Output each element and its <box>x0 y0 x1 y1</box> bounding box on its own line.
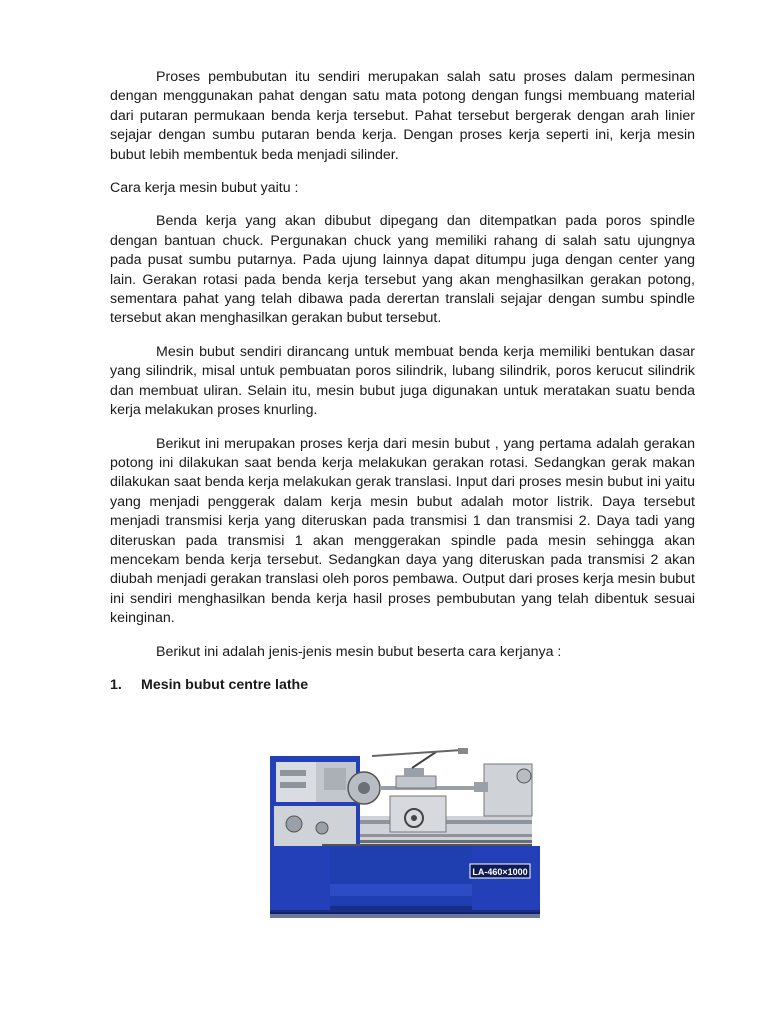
paragraph-proses-kerja: Berikut ini merupakan proses kerja dari mesin bubut , yang pertama adalah gerakan potong ini dilakukan saat benda kerja melakukan gerakan rotasi. Sedangkan gerak makan dilakukan saat benda kerja melakukan gerak translasi. Input dari proses mesin bubut ini yaitu yang menjadi penggerak dalam kerja mesin bubut adalah motor listrik. Daya tersebut menjadi transmisi kerja yang diteruskan pada transmisi 1 dan transmisi 2. Daya tadi yang diteruskan pada transmisi 1 akan menggerakan spindle pada mesin sehingga akan mencekam benda kerja tersebut. Sedangkan daya yang diteruskan pada transmisi 2 akan diubah menjadi gerakan translasi oleh poros pembawa. Output dari proses kerja mesin bubut ini sendiri menghasilkan benda kerja hasil proses pembubutan yang telah dibentuk sesuai keinginan. <box>110 435 695 627</box>
model-label: LA-460×1000 <box>472 867 528 877</box>
paragraph-cara-kerja-heading: Cara kerja mesin bubut yaitu : <box>110 180 299 197</box>
section-number: 1. <box>110 676 122 693</box>
paragraph-jenis-intro: Berikut ini adalah jenis-jenis mesin bubut beserta cara kerjanya : <box>156 643 562 660</box>
section-title: Mesin bubut centre lathe <box>141 676 309 693</box>
paragraph-cara-kerja: Benda kerja yang akan dibubut dipegang dan ditempatkan pada poros spindle dengan bantuan chuck. Pergunakan chuck yang memiliki rahang di salah satu ujungnya pada pusat sumbu putarnya. Pada ujung lainnya dapat ditumpu juga dengan center yang lain. Gerakan rotasi pada benda kerja tersebut yang akan menghasilkan gerakan potong, sementara pahat yang telah dibawa pada derertan translali sejajar dengan sumbu spindle tersebut akan menghasilkan gerakan bubut tersebut. <box>110 213 695 327</box>
lathe-machine-image <box>262 746 542 918</box>
section-heading <box>110 676 695 695</box>
paragraph-desain: Mesin bubut sendiri dirancang untuk membuat benda kerja memiliki bentukan dasar yang silindrik, misal untuk pembuatan poros silindrik, lubang silindrik, poros kerucut silindrik dan membuat uliran. Selain itu, mesin bubut juga digunakan untuk meratakan suatu benda kerja melakukan proses knurling. <box>110 343 695 419</box>
document-page <box>110 68 695 695</box>
lathe-illustration <box>262 746 542 918</box>
paragraph-intro: Proses pembubutan itu sendiri merupakan salah satu proses dalam permesinan dengan menggunakan pahat dengan satu mata potong dengan fungsi membuang material dari putaran permukaan benda kerja tersebut. Pahat tersebut bergerak dengan arah linier sejajar dengan sumbu putaran benda kerja. Dengan proses kerja seperti ini, kerja mesin bubut lebih membentuk beda menjadi silinder. <box>110 69 695 163</box>
